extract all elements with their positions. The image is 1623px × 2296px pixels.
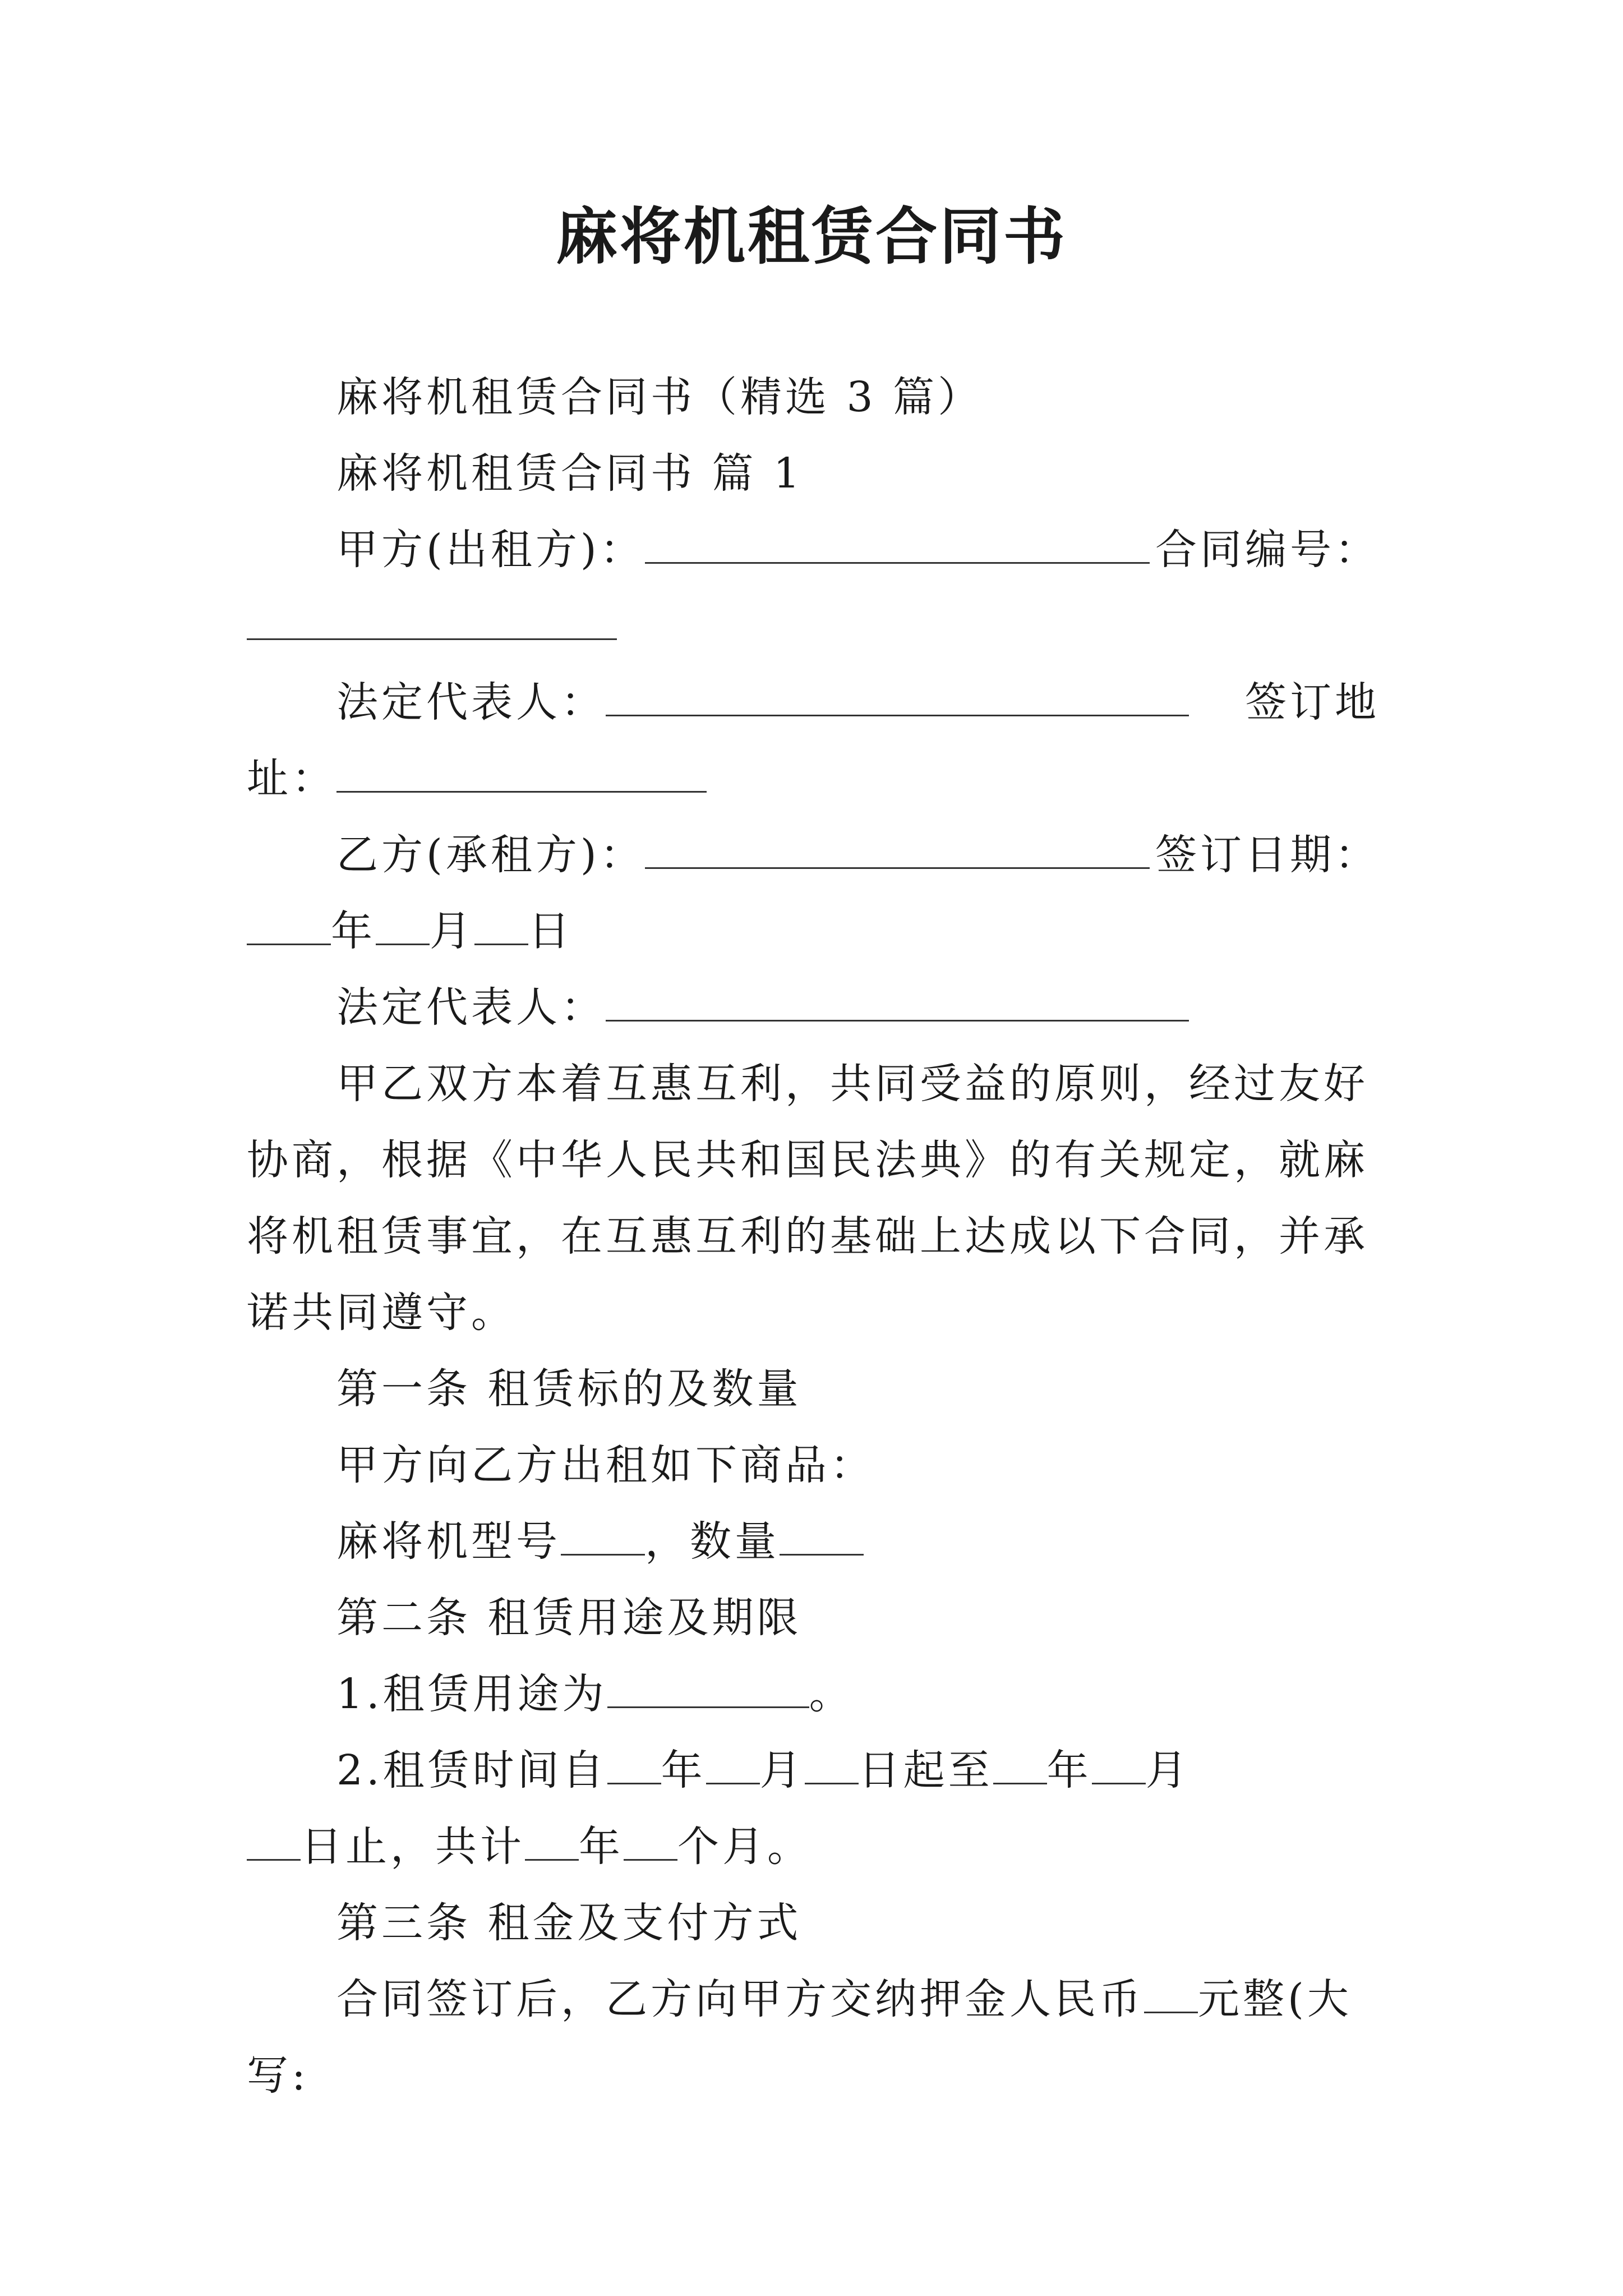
model-blank [561,1517,645,1556]
to-year-label: 年 [1046,1746,1092,1795]
month-blank [376,907,430,945]
party-a-blank [645,525,1150,564]
party-b-blank [645,830,1150,869]
party-a-label: 甲方(出租方)： [336,526,645,574]
preamble-paragraph: 甲乙双方本着互惠互利，共同受益的原则，经过友好协商，根据《中华人民共和国民法典》的有关规定，就麻将机租赁事宜，在互惠互利的基础上达成以下合同，并承诺共同遵守。 [247,1060,1368,1337]
period-until-label: 日止，共计 [301,1823,525,1871]
deposit-end: 元整(大写: [247,1975,1352,2100]
contract-no-blank [247,601,617,640]
period-line-2 [247,1809,1380,1885]
legal-rep-a-blank [606,678,1189,716]
from-year-blank [607,1746,661,1784]
deposit-text: 合同签订后，乙方向甲方交纳押金人民币 [336,1975,1144,2023]
legal-rep-b-label: 法定代表人： [336,983,606,1032]
to-month-label: 月 [1145,1746,1191,1795]
sign-date-label: 签订日期： [1155,831,1380,879]
from-day-blank [805,1746,859,1784]
deposit-blank [1144,1975,1198,2013]
legal-rep-b-blank [606,983,1189,1022]
party-b-row [247,817,1380,893]
to-day-blank [247,1822,301,1861]
quantity-blank [780,1517,864,1556]
model-label: 麻将机型号 [336,1517,561,1566]
day-blank [474,907,528,945]
period-start-label: 2.租赁时间自 [336,1746,607,1795]
party-b-label: 乙方(承租方)： [336,831,645,879]
month-label: 月 [430,907,474,955]
from-month-label: 月 [759,1746,805,1795]
sign-place-label-2: 址： [247,754,336,803]
legal-rep-a-row [247,664,1380,740]
sign-place-label: 签订地 [1245,678,1380,726]
document-body [247,359,1380,2114]
legal-rep-b-row [247,969,1380,1046]
year-label: 年 [331,907,376,955]
quantity-label: ，数量 [645,1517,780,1566]
total-month-label: 个月。 [677,1823,812,1871]
legal-rep-a-label: 法定代表人： [336,678,606,726]
from-day-label: 日起至 [858,1746,993,1795]
total-year-blank [525,1822,579,1861]
from-month-blank [706,1746,760,1784]
use-line [247,1656,1380,1732]
use-label: 1.租赁用途为 [336,1670,607,1718]
from-year-label: 年 [661,1746,706,1795]
year-blank [247,907,331,945]
contract-no-label: 合同编号： [1155,526,1380,574]
to-month-blank [1092,1746,1146,1784]
section-heading: 麻将机租赁合同书 篇 1 [336,449,804,498]
use-blank [607,1669,809,1708]
subtitle: 麻将机租赁合同书（精选 3 篇） [336,373,983,421]
contract-no-line [247,588,1380,664]
article-1-title: 第一条 租赁标的及数量 [336,1365,802,1413]
deposit-line [247,1961,1380,2114]
article-1-text: 甲方向乙方出租如下商品： [336,1441,875,1489]
day-label: 日 [528,907,573,955]
sign-place-blank [336,754,707,793]
article-3-title: 第三条 租金及支付方式 [336,1899,802,1947]
sign-place-line [247,740,1380,817]
document-title: 麻将机租赁合同书 [556,200,1067,273]
sign-date-line [247,893,1380,969]
total-month-blank [624,1822,677,1861]
party-a-row [247,512,1380,588]
to-year-blank [993,1746,1047,1784]
model-quantity-line [247,1503,1380,1580]
period-line [247,1732,1380,1809]
article-2-title: 第二条 租赁用途及期限 [336,1594,802,1642]
total-year-label: 年 [579,1823,624,1871]
use-end: 。 [809,1670,854,1718]
